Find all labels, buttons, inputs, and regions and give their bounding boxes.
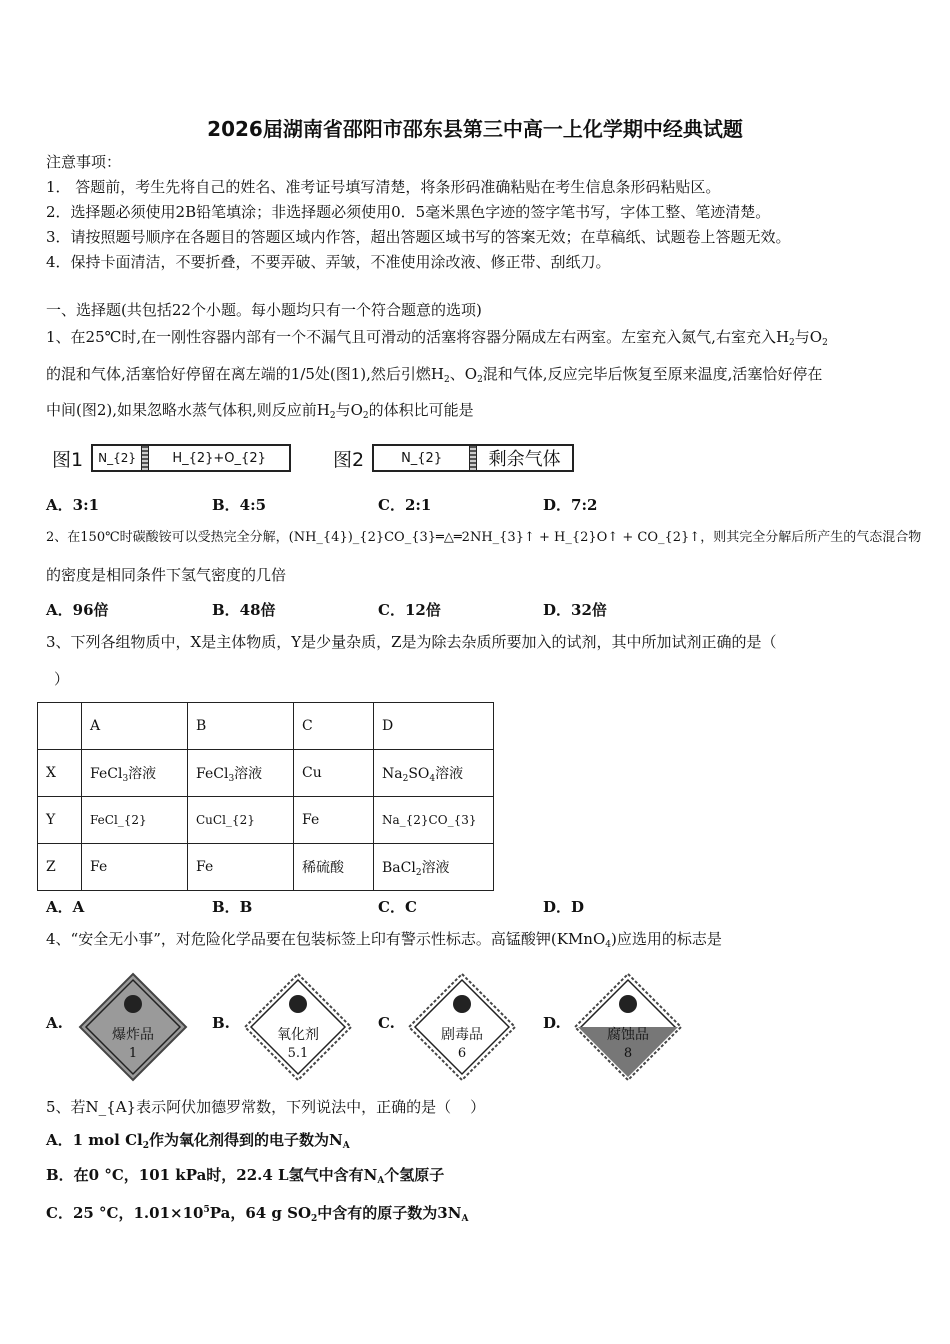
note-item: 3．请按照题号顺序在各题目的答题区域内作答，超出答题区域书写的答案无效；在草稿纸、试题卷上答题无效。: [46, 228, 791, 246]
q3-line: ）: [54, 670, 70, 688]
table-cell: FeCl_{2}: [82, 797, 188, 844]
note-item: 1． 答题前，考生先将自己的姓名、准考证号填写清楚，将条形码准确粘贴在考生信息条形码粘贴区。: [46, 178, 721, 196]
option: B．48倍: [212, 601, 276, 619]
option-letter: D.: [543, 1014, 561, 1032]
piston: [469, 446, 477, 470]
table-cell: C: [294, 703, 374, 750]
table-cell: Z: [38, 844, 82, 891]
note-item: 4．保持卡面清洁，不要折叠，不要弄破、弄皱，不准使用涂改液、修正带、刮纸刀。: [46, 253, 611, 271]
table-cell: X: [38, 750, 82, 797]
figure-2: [333, 444, 574, 472]
hazard-class: 1: [128, 1046, 138, 1061]
piston: [141, 446, 149, 470]
hazard-sign-4: [573, 972, 683, 1082]
option: C．12倍: [378, 601, 441, 619]
table-cell: FeCl$_3$溶液: [82, 750, 188, 797]
notes-heading: 注意事项：: [46, 153, 122, 171]
table-cell: D: [374, 703, 494, 750]
table-cell: $Na_2SO_4$溶液: [374, 750, 494, 797]
chamber-right: 剩余气体: [488, 449, 561, 470]
page-title: 2026届湖南省邵阳市邵东县第三中高一上化学期中经典试题: [207, 117, 743, 141]
q2-line: 的密度是相同条件下氢气密度的几倍: [46, 566, 287, 584]
option: A．3:1: [46, 496, 100, 514]
option: A．1 mol $Cl_2$作为氧化剂得到的电子数为$N_A$: [46, 1131, 350, 1151]
option: D．7:2: [543, 496, 598, 514]
option: B．B: [212, 898, 253, 916]
q3-table: [37, 702, 494, 891]
chamber-left: N_{2}: [401, 450, 443, 466]
hazard-sign-3: [407, 972, 517, 1082]
figure-label: 图2: [333, 448, 365, 471]
figure-1: [52, 444, 291, 472]
table-cell: Na_{2}CO_{3}: [374, 797, 494, 844]
section-heading: 一、选择题(共包括22个小题。每小题均只有一个符合题意的选项): [46, 301, 482, 319]
table-row: [38, 844, 494, 891]
option: D．32倍: [543, 601, 607, 619]
table-row: [38, 750, 494, 797]
table-row: [38, 797, 494, 844]
table-row: [38, 703, 494, 750]
table-cell: FeCl$_3$溶液: [188, 750, 294, 797]
hazard-class: 5.1: [287, 1046, 309, 1061]
option: B．4:5: [212, 496, 267, 514]
table-cell: [38, 703, 82, 750]
hazard-sign-1: [78, 972, 188, 1082]
q1-line: 中间(图2),如果忽略水蒸气体积,则反应前$H_2$与$O_2$的体积比可能是: [46, 401, 474, 421]
hazard-class: 6: [457, 1046, 467, 1061]
note-item: 2．选择题必须使用2B铅笔填涂；非选择题必须使用0．5毫米黑色字迹的签字笔书写，字体工整、笔迹清楚。: [46, 203, 771, 221]
hazard-class: 8: [623, 1046, 633, 1061]
option: D．D: [543, 898, 585, 916]
option: A．A: [46, 898, 85, 916]
table-cell: B: [188, 703, 294, 750]
q1-line: 的混和气体,活塞恰好停留在离左端的1/5处(图1),然后引燃$H_2$、$O_2$混和气体,反应完毕后恢复至原来温度,活塞恰好停在: [46, 365, 823, 385]
option-letter: A.: [46, 1014, 63, 1032]
table-cell: 稀硫酸: [294, 844, 374, 891]
option: B．在0 °C，101 kPa时，22.4 L氢气中含有$N_A$个氢原子: [46, 1166, 445, 1186]
hazard-name: 剧毒品: [441, 1027, 483, 1043]
chamber-right: H_{2}+O_{2}: [172, 450, 266, 466]
table-cell: BaCl$_2$溶液: [374, 844, 494, 891]
table-cell: CuCl_{2}: [188, 797, 294, 844]
table-cell: A: [82, 703, 188, 750]
hazard-sign-2: [243, 972, 353, 1082]
table-cell: Y: [38, 797, 82, 844]
hazard-name: 氧化剂: [277, 1027, 319, 1043]
option-letter: C.: [378, 1014, 395, 1032]
table-cell: Fe: [188, 844, 294, 891]
chamber-left: N_{2}: [98, 451, 137, 465]
table-cell: Fe: [294, 797, 374, 844]
option: C．25 °C，$1.01\times 10^5Pa$，64 g $SO_2$中含有的原子数为$3N_A$: [46, 1204, 469, 1224]
q1-line: 1、在25℃时,在一刚性容器内部有一个不漏气且可滑动的活塞将容器分隔成左右两室。左室充入氮气,右室充入$H_2$与$O_2$: [46, 328, 828, 348]
hazard-name: 腐蚀品: [607, 1027, 649, 1043]
table-cell: Fe: [82, 844, 188, 891]
q5-line: 5、若N_{A}表示阿伏加德罗常数，下列说法中，正确的是（ ）: [46, 1098, 486, 1116]
q2-line: 2、在150℃时碳酸铵可以受热完全分解，(NH_{4})_{2}CO_{3}═△═2NH_{3}↑ + H_{2}O↑ + CO_{2}↑，则其完全分解后所产生的气态混合物: [46, 530, 922, 545]
q3-line: 3、下列各组物质中，X是主体物质，Y是少量杂质，Z是为除去杂质所要加入的试剂，其中所加试剂正确的是（: [46, 633, 777, 651]
hazard-name: 爆炸品: [112, 1027, 154, 1043]
table-cell: Cu: [294, 750, 374, 797]
figure-label: 图1: [52, 448, 84, 471]
q4-line: 4、“安全无小事”，对危险化学品要在包装标签上印有警示性标志。高锰酸钾(KMnO$_4$)应选用的标志是: [46, 930, 722, 950]
option-letter: B.: [212, 1014, 230, 1032]
option: C．C: [378, 898, 417, 916]
option: A．96倍: [46, 601, 109, 619]
option: C．2:1: [378, 496, 432, 514]
